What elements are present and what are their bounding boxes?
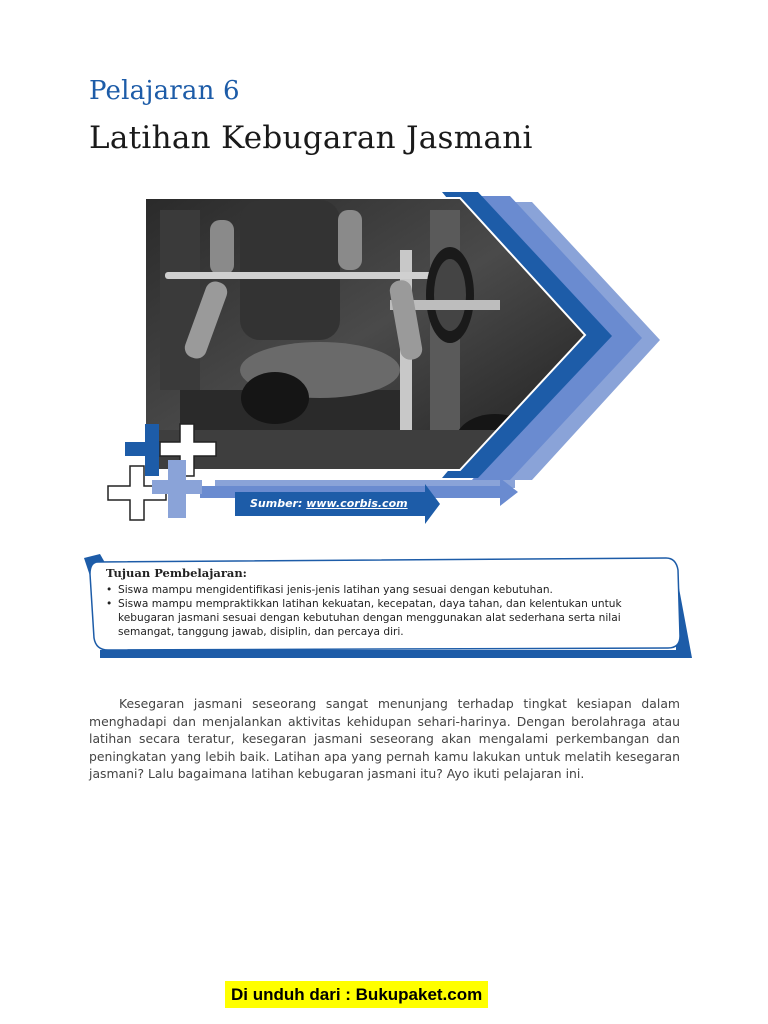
- objectives-list: [106, 583, 666, 639]
- chapter-label: Pelajaran 6: [89, 76, 240, 106]
- objective-item: • Siswa mampu mengidentifikasi jenis-jenis latihan yang sesuai dengan kebutuhan.: [106, 583, 666, 597]
- learning-objectives-box: [80, 554, 695, 660]
- objectives-heading: Tujuan Pembelajaran:: [106, 566, 247, 580]
- caption-prefix: Sumber:: [250, 497, 303, 510]
- chapter-title: Latihan Kebugaran Jasmani: [89, 120, 533, 156]
- download-banner[interactable]: Di unduh dari : Bukupaket.com: [225, 981, 488, 1008]
- intro-paragraph: Kesegaran jasmani seseorang sangat menunjang terhadap tingkat kesiapan dalam menghadapi dan menjalankan aktivitas kehidupan sehari-harinya. Dengan berolahraga atau latihan secara teratur, kesegaran jasmani seseorang akan mengalami perkembangan dan peningkatan yang lebih baik. Latihan apa yang pernah kamu lakukan untuk melatih kesegaran jasmani? Lalu bagaimana latihan kebugaran jasmani itu? Ayo ikuti pelajaran ini.: [89, 696, 680, 782]
- objective-item: • Siswa mampu mempraktikkan latihan kekuatan, kecepatan, daya tahan, dan kelentukan untuk kebugaran jasmani sesuai dengan kebutuhan dengan menggunakan alat sederhana serta nilai semangat, tanggung jawab, disiplin, dan percaya diri.: [106, 597, 666, 639]
- hero-graphic: [100, 180, 680, 530]
- photo-caption: [250, 497, 408, 510]
- caption-source-link[interactable]: www.corbis.com: [306, 497, 408, 510]
